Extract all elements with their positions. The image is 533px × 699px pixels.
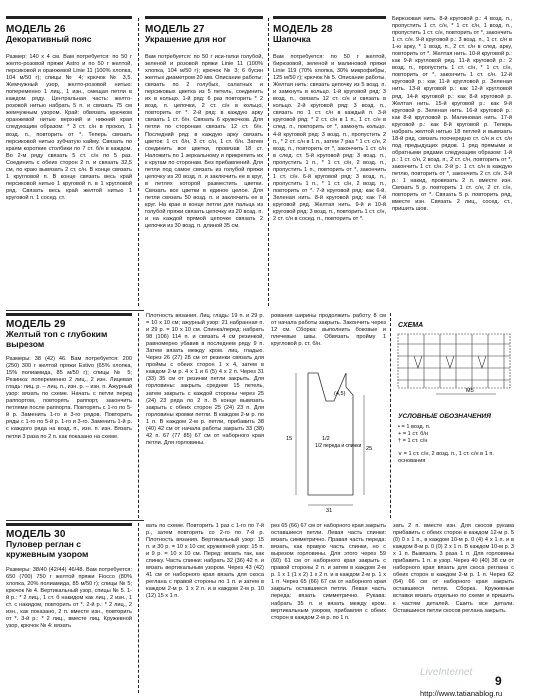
row-separator (6, 520, 144, 521)
model-28-continued-text: Бирюзовая нить. 8-й круговой р.: 4 возд. п., пропустить 1 ст. с/н, * 1 ст. с/н, 1 возд. п., пропустить 1 ст. с/н, повторить от *, закончить 1 ст. с/н. 9-й круговой р.: 3 возд. п., 1 ст. с/н в 1-ю арку, * 1 возд. п., 2 ст. с/н в след. арку, повторить от *. Желтая нить. 10-й круговой р.: как 9-й кругловой ряд. 11-й круговой р.: 2 возд. п., пропустить 1 ст. с/н, * 1 ст. с/н, повторить от *, закончить 1 ст. с/н. 12-й круговой р.: как 11-й кругловой р. Зеленая нить. 13-й круговой р.: как 12-й кругловой ряд. 14-й круговой р.: как 8-й круговой р. Желтая нить. 15-й круговой р.: как 9-й круговой р. Зеленая нить. 16-й круговой р.: как 8-й кругловой р. Малиновая нить. 17-й круговой р.: как 8-й круговой р. Теперь набрать желтой нитью 18 петлей и вывязать 18-й ряд, связать поочередно ст. с/н и ст. с/н под предыдущих рядов. 1 ряд прямыми и обратными рядами следующим образом: 1-й р.: 1 ст. с/н, 2 возд. п., 2 ст. с/н, повторить от *, закончить 1 ст. с/н. 2-й р.: 1 ст. с/н в каждую петлю, повторить от *, закончить 2 ст. с/н. 3-й р.: 1 накид, провязать 2 п. вместе изн. Связать 5 р. повторить 1 ст. с/н, 2 ст. с/н, повторить от *. Связать 5 р. повторить ряд, вместе изн. Связать 2 лиц., сосед. ст., пришить шов. (392, 16, 512, 213)
section-rule (6, 16, 132, 19)
model-29-subtitle: Желтый топ с глубоким вырезом (6, 329, 108, 349)
model-29-heading (6, 319, 132, 349)
model-28-text: Вам потребуется: по 50 г желтой, бирюзовой, зеленой и малиновой пряжи Linie 119 (70% хлопка, 30% микрофибры, 125 м/50 г); крючок № 5. Описание работы. Желтая нить: связать цепочку из 5 возд. п. и замкнуть в кольцо. 1-й круговой ряд: 3 возд. п., связать 12 ст. с/н и связать в кольцо. 2-й круговой ряд: 3 возд. п., связать по 1 ст. с/н в каждый п. 3-й круговой ряд: * 2 ст. с/н в 1 п., 1 ст. с/н в след. п., повторить от *, замкнуть кольцо. 4-й круговой ряд: 3 возд. п., пропустить 2 п., * 2 ст. с/н в 1 п., затем 7 раз * 1 ст. с/н, 2 возд. п., повторить от *, закончить 1 ст. с/н в след. ст. 5-й круговой ряд: 3 возд. п., пропустить 1 п., * 1 ст. с/н, 2 возд. п., пропустить 1 п., повторить от *, закончить 1 ст. с/н. 6-й круговой ряд: 3 возд. п., пропустить 1 п., * 1 ст. с/н, 2 возд. п., повторить от *. 7-й круговой ряд: как 6-й. Зеленая нить. 8-й круговой ряд: как 7-й круговой ряд. Желтая нить. 9-й и 10-й круговой ряд: 3 возд. п., повторить 1 ст. с/н, 2 ст. с/н в сосед. п., повторить от *. (273, 54, 386, 223)
legend-item: + = 1 ст. б/н (398, 431, 429, 437)
legend (398, 424, 514, 465)
section-rule (145, 16, 263, 19)
model-29-assembly-text: рования ширины продолжить работу 8 см от начала работы закрыть. Закончить через 12 см. Сборка: выполнить боковые и плечевые швы. Обвязать пройму 1 кругловой р. ст. б/н. (271, 313, 386, 348)
section-rule (6, 313, 132, 316)
model-28-title: МОДЕЛЬ 28 (273, 24, 333, 35)
schematic-dim-a: 25 (366, 446, 373, 452)
model-29-continued-text: Плотность вязания. Лиц. гладь: 19 п. и 29 р. = 10 х 10 см; ажурный узор: 21 набранная п. и 29 р. = 10 х 10 см. Спинка/перед: набрать 98 (106) 114 п. и связать 4 см резинкой, равномерно убавив в последнем ряду 9 п. Затем вязать между кром. лиц. гладью. Через 26 (27) 28 см от резинки связать для проймы с обеих сторон 1 х 4, затем в каждом 2-м р. 4 х 1 и 6 (5) 4 х 2 п. Через 31 (33) 35 см от резинки петли закрыть. Для горловины: закрыть средние 15 петель, затем закрыть с каждой стороны через 25 (24) 23 ряда по 2 п. В конце вывязать закрыть с обеих сторон 25 (24) 23 п. Для горловины кромки петли. В каждом 2-м р. по 1 п. В каждом 2-м р. петли, прибавить 38 (40) 42 см от начала работы закрыть 33 (38) 42 п. 67 (77 85) 67 см от наборного края петли. Для горловины. (146, 313, 264, 446)
model-29-title: МОДЕЛЬ 29 (6, 319, 66, 330)
model-30-subtitle: Пуловер реглан с кружевным узором (6, 539, 89, 559)
model-28-heading (273, 24, 386, 45)
section-rule (6, 523, 132, 526)
column-divider (138, 18, 139, 306)
chart-repeat-label: М5 (466, 388, 474, 394)
model-27-section (145, 16, 263, 306)
watermark: LiveInternet (420, 667, 473, 678)
model-30-text: Размеры: 38/40 (42/44) 46/48. Вам потребуется: 650 (700) 750 г желтой пряжи Fiocco (80% хлопка, 20% полиамида, 85 м/50 г); спицы № 5; крючок № 4. Вертикальный узор, спицы № 5. 1-й р.: * 2 лиц., 1 ст. б накидом как лиц., 2 изн., 1 ст. с накидом, повторить от *. 2-й р.: * 2 лиц., 2 изн., как показано, 2 п. вместе изн., повторить от *. 3-й р.: * 2 лиц., вместе лиц. Кружевной узор, крючок № 4: вязать (6, 567, 132, 630)
model-27-subtitle: Украшение для ног (145, 34, 227, 44)
column-divider (390, 313, 391, 518)
v-stitch-icon: ⋎ (398, 451, 404, 457)
single-crochet-icon: + (398, 431, 403, 437)
column-divider (138, 523, 139, 693)
model-26-subtitle: Декоративный пояс (6, 34, 92, 44)
model-30-section (6, 523, 132, 693)
model-26-heading (6, 24, 132, 45)
page-number: 9 (495, 674, 502, 688)
row-separator (6, 310, 144, 311)
legend-item: • = 1 возд. п. (398, 424, 431, 430)
model-28-subtitle: Шапочка (273, 34, 311, 44)
site-url[interactable]: http://www.tatianablog.ru (420, 689, 503, 698)
model-28-section (273, 16, 386, 306)
model-30-continued-text-3: зать 2 п. вместе изн. Для скосов рукава прибавить с обеих сторон в каждом 12-м р. 5 (0) 0 х 1 п., в каждом 10-м р. 0 (4) 4 х 1 п. и в каждом 8-м р. 0 (0) 2 х 1 п. В каждом 10-м р. 3 х 1 п. Вывязать 3 раза 1 п. Для горловины прибавить 1 п. в узор. Через 40 (40) 38 см от наборного края вязать для скоса реглана с обеих сторон в каждом 2-м р. 1 п. Через 62 (64) 66 см от наборного края закрыть оставшиеся петли. Сборка. Кружевные вставки вязать отдельно по схеме и пришить к частям деталей. Сшить все детали. Оставшиеся петли скосов реглана закрыть. (393, 523, 514, 614)
schema-title: СХЕМА (398, 322, 424, 329)
crochet-chart (396, 332, 514, 402)
double-crochet-icon: † (398, 438, 403, 444)
model-30-continued-text: вать по схеме. Повторить 1 раз с 1-го по 7-й р., затем повторять со 2-го по 7-й р. Плотность вязания. Вертикальный узор: 15 п. и 30 р. = 10 х 10 см; кружевной узор: 15 п. и 9 р. = 10 х 10 см. Перед: вязать так, как спинку. Часть спинки: набрать 32 (36) 42 п. и вязать вертикальным узором. Через 43 (42) 41 см от наборного края вязать для скоса реглана с правой стороны по 1 п. и затем в каждом 2-м р. 1 х 2 п. и в каждом 2-м р. 10 (12) 15 х 1 п. (146, 523, 264, 600)
model-30-title: МОДЕЛЬ 30 (6, 529, 66, 540)
model-29-section (6, 313, 132, 518)
legend-title: УСЛОВНЫЕ ОБОЗНАЧЕНИЯ (398, 413, 491, 420)
garment-schematic (278, 365, 386, 515)
model-30-continued-text-2: рез 65 (66) 67 см от наборного края закрыть оставшиеся петли. Левая часть спинки: вязать симметрично. Правая часть переда: вязать, как правую часть спинки, но с вырезом горловины. Для этого через 59 (60) 61 см от наборного края закрыть с правой стороны 2 п. и затем в каждом 2-м р. 1 х 1 (1 х 2) 1 х 2 п. и в каждом 2-м р. 1 х 1 п. Через 65 (66) 67 см от наборного края закрыть оставшиеся петли. Левая часть переда: вязать симметрично. Рукава: набрать 35 п. и вязать между кром. вертикальным узором, прибавляя с обеих сторон в каждом 2-м р. по 1 п. (271, 523, 386, 621)
schematic-dim-b: 15 (286, 436, 293, 442)
model-27-text: Вам потребуется: по 50 г иси-гатки голубой, зеленой и розовой пряжи Linie 11 (100% хлопка, 104 м/50 г); крючок № 3; 6 бусин желтых диаметром 20 мм. Описание работы: связать по 2 голубых, салатных и персиковых цветка из 5 петель, соединить их в кольцо. 1-й ряд: 6 раз повторить * 2 возд. п. цепочки, 2 ст. с/н в кольцо, повторить от *. 2-й ряд: в каждую арку связать 1 ст. б/н. Связать 6 кружочков. Для петли по сторонам связать 12 ст. б/н. Последний ряд: в каждую арку связать цветок: 1 ст. б/н, 3 ст. с/н, 1 ст. б/н. Затем соединить все цветки, провязав 18 ст. Наложить по 1 зеркальному и прикрепить их к кругам по сторонам. Без прибавлений. Для петли под самое связать из голубой пряжи цепочку из 20 возд. п. и заключить ее в круг, в петлях которой разместить цветки. Связать все цветки в единое целое. Для петли связать 50 возд. п. и заключить ее в круг. На крае в конце петли для пальца из голубой пряжи связать цепочку из 20 возд. п. и на каждой прямой цепочке связать 2 цепочки из 30 возд. п. длиной 35 см. (145, 54, 263, 230)
column-divider (138, 313, 139, 518)
section-rule (273, 16, 386, 19)
chain-stitch-icon: • (398, 424, 402, 430)
column-divider (268, 18, 269, 306)
model-26-title: МОДЕЛЬ 26 (6, 24, 66, 35)
model-26-text: Размер: 140 х 4 см. Вам потребуется: по 50 г желто-розовой пряжи Astro и по 50 г желтой, персиковой и оранжевой Linie 11 (100% хлопка, 104 м/50 г); спицы № 4; крючок № 3,5. Жемчужный узор, желто-розовой нитью: попеременно 1 лиц., 1 изн., смещая петли в каждом ряду. Центральная часть: желто-розовой нитью набрать 5 п. и связать 75 см жемчужным узором. Край: обвязать крючком оранжевой нитью верхний и нижний края следующим образом: * 3 ст. с/н в прокол, 1 возд. п., повторить от *. Теперь связать персиковой нитью зубчатую кайму. Связать по краям короткие столбики по 7 ст. б/н в каждом. Во 2-м ряду связать 5 ст. с/н по 5 раз. Соединить с обеих сторон 2 п. и связать 32,5 см, по краю вывязать 2 ст. с/н. В конце связать 1 кругловой п. В конце связать весь край персиковой нитью 1 круговой п. в 1 кругловой ряд. Связать весь край желтой нитью 1 круговой п. 1 сосед. ст. (6, 54, 132, 201)
model-29-text: Размеры: 38 (42) 46. Вам потребуется: 200 (250) 300 г желтой пряжи Estivo (65% хлопка, 15% полиамида, 85 м/50 г); спицы № 5; Резинка: попеременно 2 лиц., 2 изн. Лицевая гладь: лиц. р. – лиц. п., изн. р. – изн. п. Ажурный узор: вязать по схеме. Начать с петли перед раппортом, повторять раппорт, закончить петлями после раппорта. Повторять с 1-го по 5-й р. Заменить 1-го и 3-го рядов. Повторить ряды с 1-го по 5-й р. 1-го и 3-го. Заменить 1-й р. с каждого ряда на возд. п., изн. п. изн. Вязать петли 3 раза по 2 п. как показано на схеме. (6, 356, 132, 440)
model-30-heading (6, 529, 132, 559)
legend-item: † = 1 ст. с/н (398, 438, 428, 444)
schematic-label: 1/2 переда и спинки (315, 443, 362, 449)
schematic-dim-c: (4,5) (334, 391, 346, 397)
schematic-width: 31 (326, 508, 333, 514)
model-27-title: МОДЕЛЬ 27 (145, 24, 205, 35)
legend-item: ⋎ = 1 ст. с/н, 2 возд. п., 1 ст. с/н в 1 п. основания (398, 451, 494, 464)
model-26-section (6, 16, 132, 306)
model-27-heading (145, 24, 263, 45)
schematic-label-half: 1/2 (322, 436, 330, 442)
